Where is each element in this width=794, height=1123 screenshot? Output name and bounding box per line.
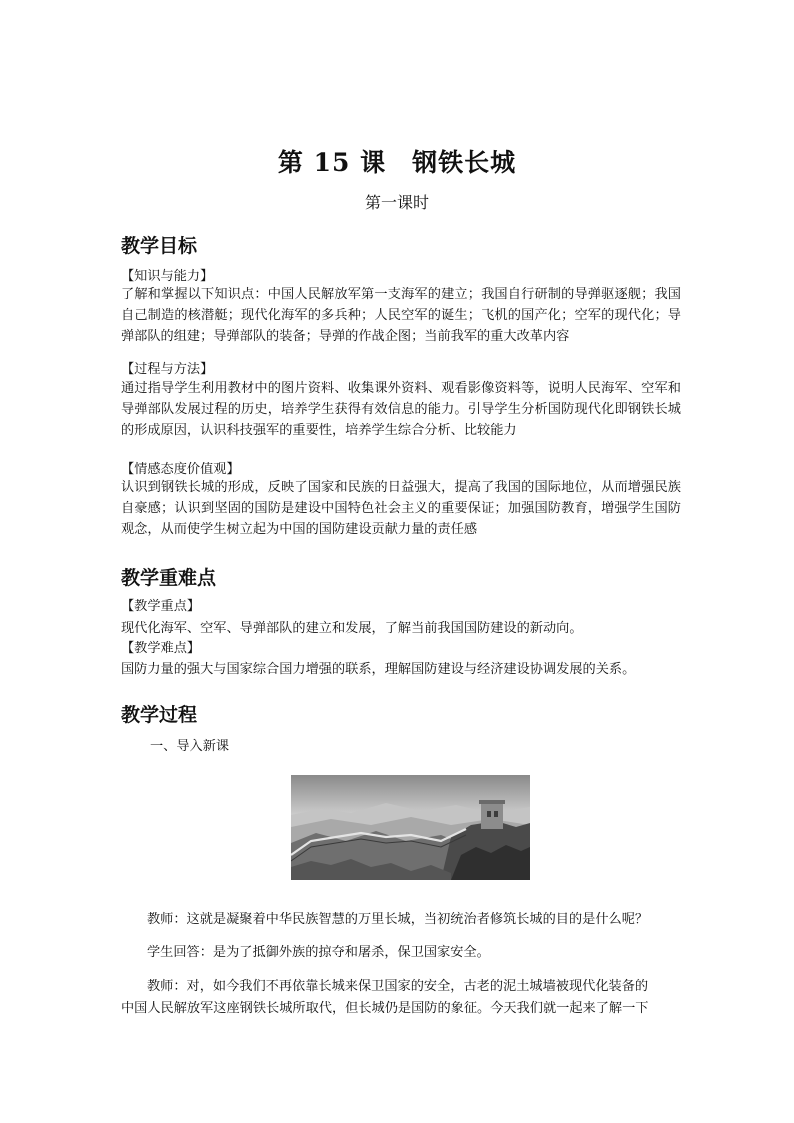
key-text: 现代化海军、空军、导弹部队的建立和发展，了解当前我国国防建设的新动向。 (121, 621, 583, 636)
goals-heading: 教学目标 (121, 235, 198, 257)
intro-subheading: 一、导入新课 (150, 739, 230, 754)
emotion-label: 【情感态度价值观】 (121, 462, 240, 477)
key-label: 【教学重点】 (121, 599, 201, 614)
student-answer: 学生回答：是为了抵御外族的掠夺和屠杀，保卫国家安全。 (147, 945, 490, 960)
teacher-remark-line-1: 教师：对，如今我们不再依靠长城来保卫国家的安全，古老的泥土城墙被现代化装备的 (147, 979, 649, 994)
teacher-remark-line-2: 中国人民解放军这座钢铁长城所取代，但长城仍是国防的象征。今天我们就一起来了解一下 (121, 1001, 649, 1016)
key-points-heading: 教学重难点 (121, 567, 217, 589)
teacher-question: 教师：这就是凝聚着中华民族智慧的万里长城，当初统治者修筑长城的目的是什么呢？ (147, 912, 649, 927)
knowledge-label: 【知识与能力】 (121, 269, 214, 284)
process-method-text: 通过指导学生利用教材中的图片资料、收集课外资料、观看影像资料等，说明人民海军、空军和导弹部队发展过程的历史，培养学生获得有效信息的能力。引导学生分析国防现代化即钢铁长城的形成原因，认识科技强军的重要性，培养学生综合分析、比较能力 (121, 381, 681, 438)
difficult-text: 国防力量的强大与国家综合国力增强的联系，理解国防建设与经济建设协调发展的关系。 (121, 662, 636, 677)
lesson-subtitle: 第一课时 (364, 193, 429, 212)
emotion-text: 认识到钢铁长城的形成，反映了国家和民族的日益强大，提高了我国的国际地位，从而增强民族自豪感；认识到坚固的国防是建设中国特色社会主义的重要保证；加强国防教育，增强学生国防观念，从而使学生树立起为中国的国防建设贡献力量的责任感 (121, 480, 681, 537)
difficult-label: 【教学难点】 (121, 641, 201, 656)
process-method-label: 【过程与方法】 (121, 362, 214, 377)
knowledge-text: 了解和掌握以下知识点：中国人民解放军第一支海军的建立；我国自行研制的导弹驱逐舰；我国自己制造的核潜艇；现代化海军的多兵种；人民空军的诞生；飞机的国产化；空军的现代化；导弹部队的组建；导弹部队的装备；导弹的作战企图；当前我军的重大改革内容 (121, 287, 681, 344)
process-heading: 教学过程 (121, 704, 198, 726)
lesson-title: 第 15 课 钢铁长城 (277, 148, 517, 177)
great-wall-photo (291, 775, 530, 880)
